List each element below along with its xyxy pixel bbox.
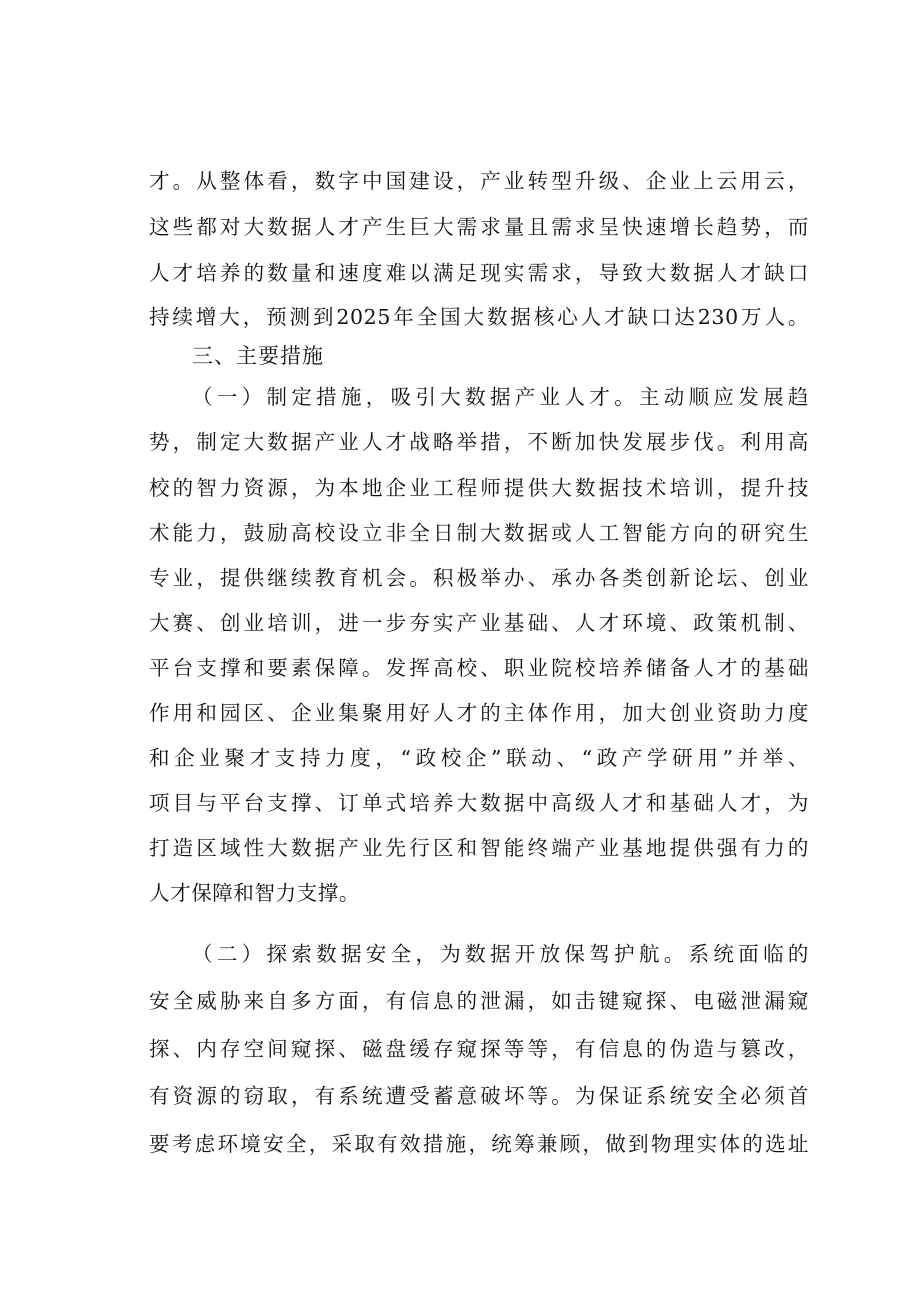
paragraph-2-line: 探、内存空间窥探、磁盘缓存窥探等等，有信息的伪造与篡改， (149, 1037, 809, 1061)
paragraph-1-line: 术能力，鼓励高校设立非全日制大数据或人工智能方向的研究生 (149, 521, 809, 545)
paragraph-2-line: 要考虑环境安全，采取有效措施，统筹兼顾，做到物理实体的选址 (149, 1132, 809, 1156)
paragraph-1-line: 人才保障和智力支撑。 (149, 881, 360, 905)
paragraph-1-line: 校的智力资源，为本地企业工程师提供大数据技术培训，提升技 (149, 476, 809, 500)
paragraph-1-line: （一）制定措施，吸引大数据产业人才。主动顺应发展趋 (192, 385, 809, 409)
paragraph-1-line: 作用和园区、企业集聚用好人才的主体作用，加大创业资助力度 (149, 701, 809, 725)
paragraph-1-line: 势，制定大数据产业人才战略举措，不断加快发展步伐。利用高 (149, 430, 809, 454)
body-text-line: 这些都对大数据人才产生巨大需求量且需求呈快速增长趋势，而 (149, 215, 809, 239)
paragraph-1-line: 打造区域性大数据产业先行区和智能终端产业基地提供强有力的 (149, 836, 809, 860)
paragraph-2-line: 有资源的窃取，有系统遭受蓄意破坏等。为保证系统安全必须首 (149, 1084, 809, 1108)
paragraph-1-line: 项目与平台支撑、订单式培养大数据中高级人才和基础人才，为 (149, 791, 809, 815)
body-text-line: 才。从整体看，数字中国建设，产业转型升级、企业上云用云， (149, 169, 809, 193)
paragraph-1-line: 平台支撑和要素保障。发挥高校、职业院校培养储备人才的基础 (149, 656, 809, 680)
paragraph-1-line: 大赛、创业培训，进一步夯实产业基础、人才环境、政策机制、 (149, 611, 809, 635)
paragraph-2-line: （二）探索数据安全，为数据开放保驾护航。系统面临的 (192, 942, 809, 966)
paragraph-1-line: 和企业聚才支持力度，“政校企”联动、“政产学研用”并举、 (149, 746, 809, 770)
paragraph-2-line: 安全威胁来自多方面，有信息的泄漏，如击键窥探、电磁泄漏窥 (149, 989, 809, 1013)
paragraph-1-line: 专业，提供继续教育机会。积极举办、承办各类创新论坛、创业 (149, 566, 809, 590)
section-heading: 三、主要措施 (192, 344, 324, 368)
body-text-line: 人才培养的数量和速度难以满足现实需求，导致大数据人才缺口 (149, 261, 809, 285)
body-text-line: 持续增大，预测到2025年全国大数据核心人才缺口达230万人。 (149, 305, 809, 329)
